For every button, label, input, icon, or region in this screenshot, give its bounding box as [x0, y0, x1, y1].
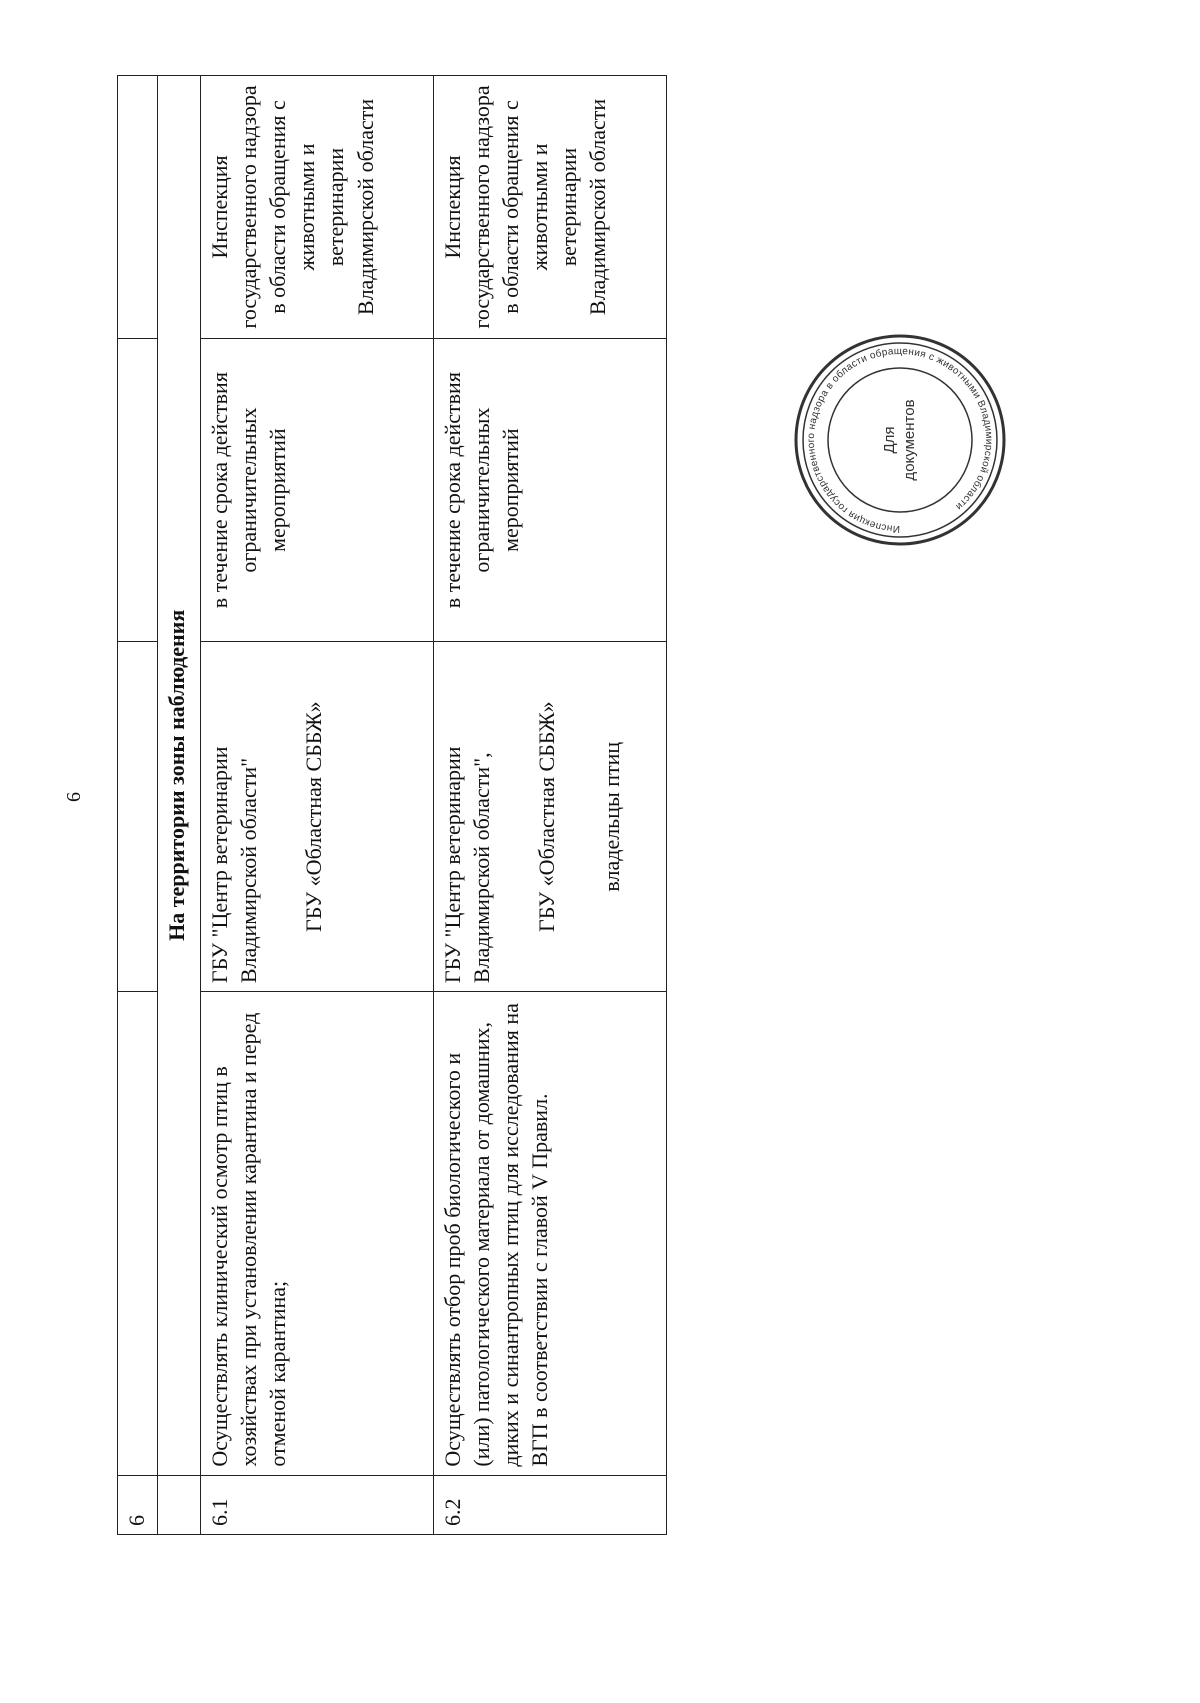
stamp-center-text: Для — [881, 426, 898, 454]
section-number: 6 — [118, 1475, 158, 1534]
responsible-cell: Инспекция государственного надзора в области обращения с животными и ветеринарии Владимирской области — [201, 76, 434, 339]
svg-text:Инспекция государственного над — [806, 346, 994, 534]
executor-line: ГБУ «Областная СББЖ» — [534, 701, 560, 932]
responsible-cell: Инспекция государственного надзора в области обращения с животными и ветеринарии Владимирской области — [434, 76, 667, 339]
measures-table — [117, 75, 667, 1535]
term-cell: в течение срока действия ограничительных мероприятий — [434, 338, 667, 641]
table-row — [201, 76, 434, 1535]
action-cell: Осуществлять отбор проб биологического и (или) патологического материала от домашних, диких и синантропных птиц для исследования на ВГП в соответствии с главой V Правил. — [434, 992, 667, 1476]
official-stamp — [790, 330, 1010, 550]
row-number: 6.1 — [201, 1475, 434, 1534]
executor-line: ГБУ "Центр ветеринарии Владимирской области", — [440, 746, 495, 984]
stamp-seal-icon — [790, 330, 1010, 550]
stamp-ring-text: Инспекция государственного надзора в области обращения с животными Владимирской области — [805, 345, 995, 535]
action-cell: Осуществлять клинический осмотр птиц в хозяйствах при установлении карантина и перед отменой карантина; — [201, 992, 434, 1476]
zone-title: На территории зоны наблюдения — [157, 76, 201, 1476]
page-number: 6 — [63, 792, 85, 802]
row-number: 6.2 — [434, 1475, 667, 1534]
table-row — [434, 76, 667, 1535]
rotated-table-container — [117, 75, 667, 1535]
executor-line: ГБУ «Областная СББЖ» — [301, 701, 327, 932]
executor-line: ГБУ "Центр ветеринарии Владимирской области" — [207, 746, 262, 984]
zone-title-row — [157, 76, 201, 1535]
term-cell: в течение срока действия ограничительных мероприятий — [201, 338, 434, 641]
executor-line: владельцы птиц — [599, 741, 625, 892]
stamp-center-text: документов — [901, 399, 918, 481]
executor-cell — [434, 642, 667, 992]
table-section-row — [118, 76, 158, 1535]
executor-cell — [201, 642, 434, 992]
